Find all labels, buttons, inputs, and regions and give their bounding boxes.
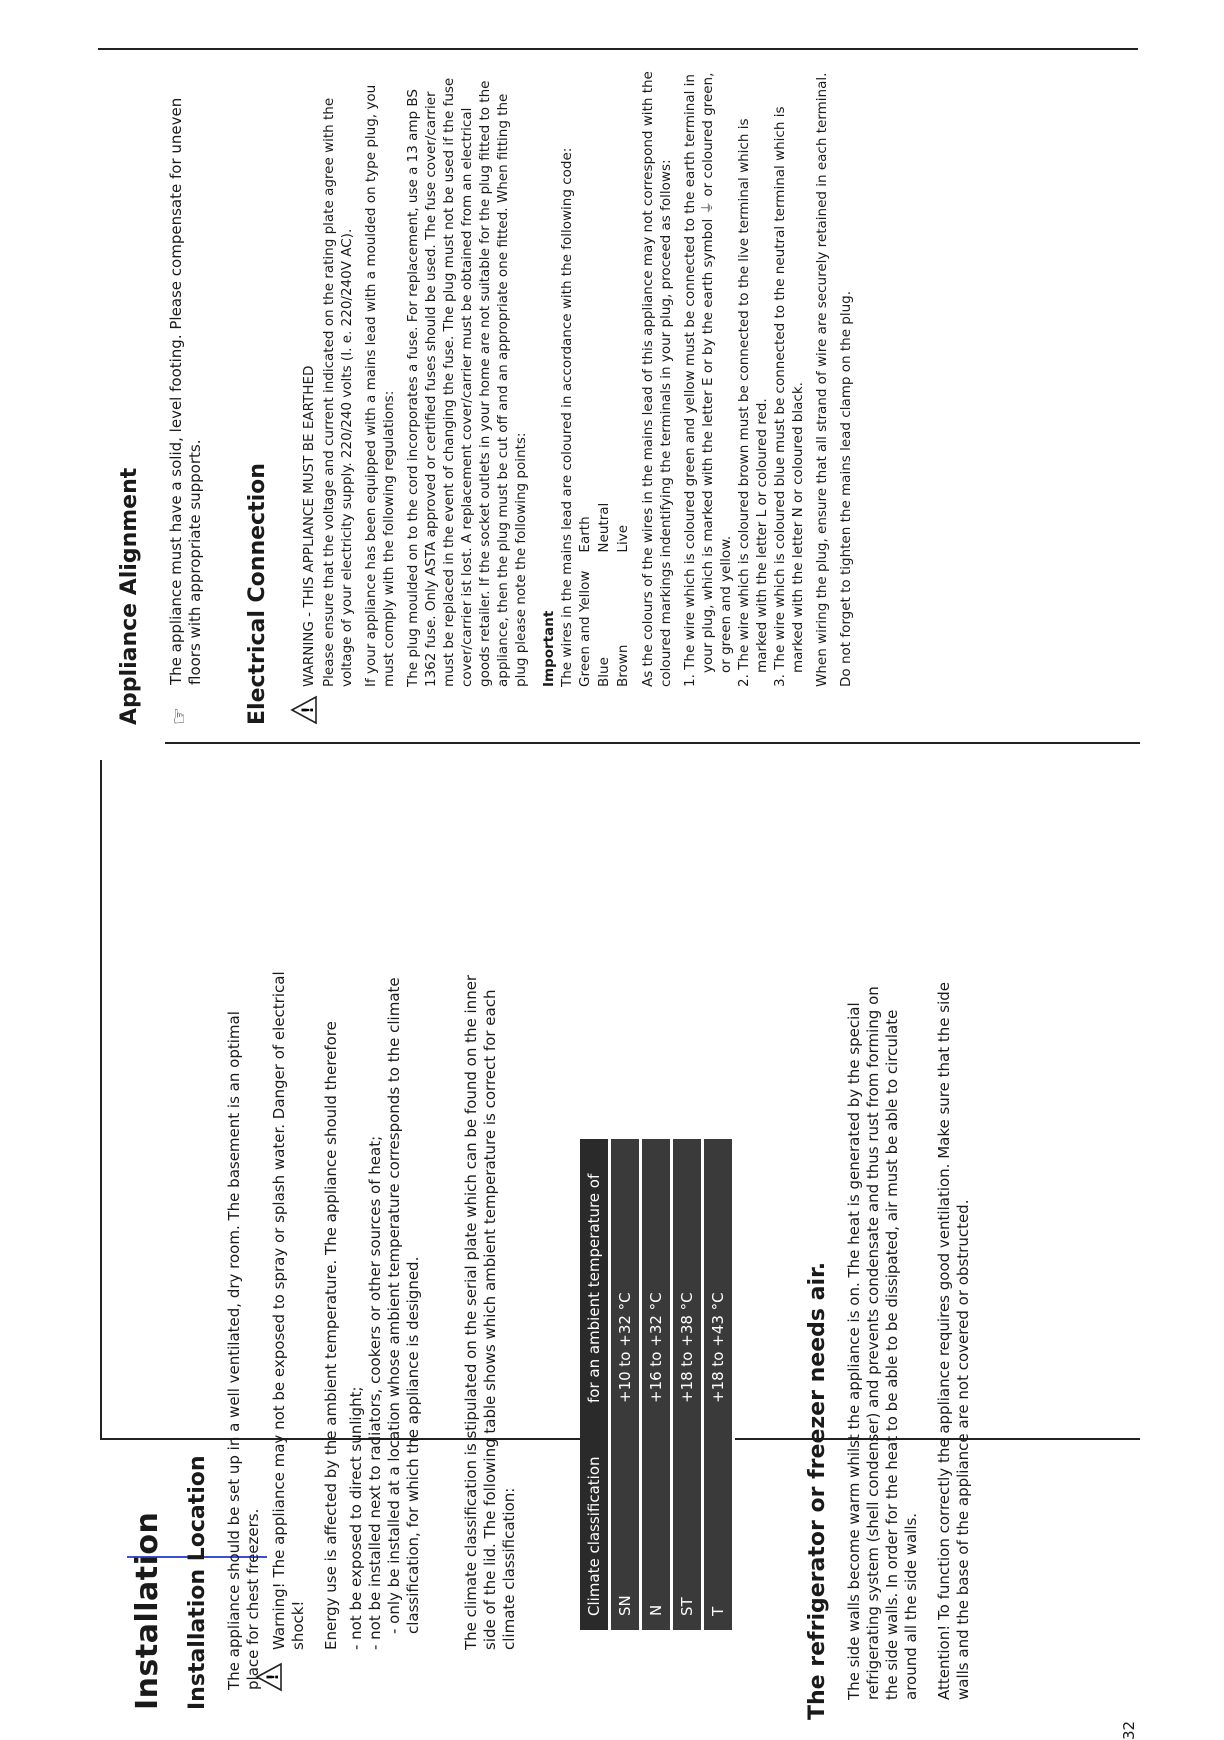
wire-colour: Green and Yellow — [577, 570, 593, 687]
heading-electrical-connection: Electrical Connection — [245, 463, 270, 725]
paragraph: The plug moulded on to the cord incorporates a fuse. For replacement, use a 13 amp BS 1362 fuse. Only ASTA approved or certified fuses should be used. The fuse cover/carrier must be replaced in the event of changing the fuse. The plug must not be used if the fuse cover/carrier ist lost. A replacement cover/carrier must be obtained from an electrical goods retailer. If the socket outlets in your home are not suitable for the plug fitted to the appliance, then the plug must be cut off and an appropriate one fitted. When fitting the plug please note the following points: — [405, 77, 529, 687]
paragraph: Do not forget to tighten the mains lead clamp on the plug. — [838, 290, 854, 687]
paragraph: As the colours of the wires in the mains lead of this appliance may not correspond with the coloured markings indentifying the terminals in your plug, proceed as follows: — [640, 71, 674, 687]
warning-triangle-icon — [255, 1662, 283, 1692]
paragraph: The wires in the mains lead are coloured in accordance with the following code: — [559, 147, 575, 687]
table-cell: +16 to +32 °C — [641, 1139, 672, 1417]
paragraph: Please ensure that the voltage and current indicated on the rating plate agree with the voltage of your electricity supply. 220/240 volts (I. e. 220/240V AC). — [321, 97, 355, 687]
table-header-cell: for an ambient temperature of — [580, 1139, 610, 1417]
important-label: Important — [541, 610, 557, 687]
table-cell: T — [703, 1417, 734, 1630]
table-header-row — [580, 1139, 610, 1630]
table-cell: ST — [672, 1417, 703, 1630]
table-header-cell: Climate classification — [580, 1417, 610, 1630]
page-number-left: 32 — [1120, 1720, 1138, 1740]
list-item: 1. The wire which is coloured green and yellow must be connected to the earth terminal in your plug, which is marked with the letter E or by the earth symbol ⏚ or coloured green, or green and yellow. — [682, 72, 734, 687]
wire-function: Neutral — [596, 502, 612, 553]
table-row — [614, 485, 633, 687]
list-item: 2. The wire which is coloured brown must be connected to the live terminal which is marked with the letter L or coloured red. — [736, 118, 770, 687]
energy-use-text — [322, 970, 423, 1650]
table-cell: N — [641, 1417, 672, 1630]
warning-text: Warning! The appliance may not be exposed to spray or splash water. Danger of electrical shock! — [270, 971, 307, 1650]
wire-function: Live — [615, 524, 631, 553]
bullet-item: - not be exposed to direct sunlight; — [347, 1386, 365, 1650]
wire-colour: Blue — [596, 657, 612, 687]
table-row — [595, 485, 614, 687]
table-row — [703, 1139, 734, 1630]
paragraph: The side walls become warm whilst the appliance is on. The heat is generated by the special refrigerating system (shell condenser) and prevents condensate and thus rust from forming on the side walls. In order for the heat to be able to be dissipated, air must be able to circulate around all the side walls. — [845, 986, 920, 1700]
warning-title: WARNING - THIS APPLIANCE MUST BE EARTHED — [301, 365, 317, 687]
installation-location-text — [225, 970, 269, 1690]
svg-text:!: ! — [263, 1673, 282, 1681]
table-row — [576, 485, 595, 687]
table-row — [672, 1139, 703, 1630]
table-cell: +10 to +32 °C — [610, 1139, 641, 1417]
pointing-hand-icon: ☞ — [167, 707, 191, 725]
bullet-item: - not be installed next to radiators, cookers or other sources of heat; — [366, 1135, 384, 1650]
paragraph: The appliance should be set up in a well ventilated, dry room. The basement is an optimal place for chest freezers. — [225, 1011, 262, 1690]
climate-table — [580, 1139, 735, 1630]
section-heading-needs-air: The refrigerator or freezer needs air. — [805, 1261, 830, 1720]
paragraph: Attention! To function correctly the appliance requires good ventilation. Make sure that the side walls and the base of the appliance are not covered or obstructed. — [935, 982, 972, 1700]
electrical-connection-text — [300, 67, 861, 687]
climate-classification-text: The climate classification is stipulated on the serial plate which can be found on the inner side of the lid. The following table shows which ambient temperature is correct for each climate classification: — [462, 974, 518, 1650]
heading-appliance-alignment: Appliance Alignment — [117, 467, 142, 725]
paragraph: When wiring the plug, ensure that all strand of wire are securely retained in each terminal. — [814, 72, 830, 687]
alignment-text: The appliance must have a solid, level footing. Please compensate for uneven floors with appropriate supports. — [167, 97, 204, 685]
table-cell: +18 to +38 °C — [672, 1139, 703, 1417]
svg-text:!: ! — [298, 706, 317, 714]
page-title: Installation — [130, 1511, 165, 1710]
table-cell: SN — [610, 1417, 641, 1630]
table-cell: +18 to +43 °C — [703, 1139, 734, 1417]
wire-function: Earth — [577, 516, 593, 553]
needs-air-text — [845, 980, 979, 1700]
list-item: 3. The wire which is coloured blue must be connected to the neutral terminal which is marked with the letter N or coloured black. — [772, 106, 806, 687]
warning-triangle-icon — [290, 695, 318, 725]
bullet-item: - only be installed at a location whose ambient temperature corresponds to the climate classification, for which the appliance is designed. — [385, 977, 422, 1634]
table-row — [610, 1139, 641, 1630]
section-heading-installation-location: Installation Location — [185, 1455, 210, 1710]
paragraph: Energy use is affected by the ambient temperature. The appliance should therefore — [322, 1021, 340, 1650]
wire-code-table — [576, 485, 633, 687]
wire-colour: Brown — [615, 644, 631, 687]
table-row — [641, 1139, 672, 1630]
paragraph: If your appliance has been equipped with a mains lead with a moulded on type plug, you must comply with the following regulations: — [363, 84, 397, 687]
